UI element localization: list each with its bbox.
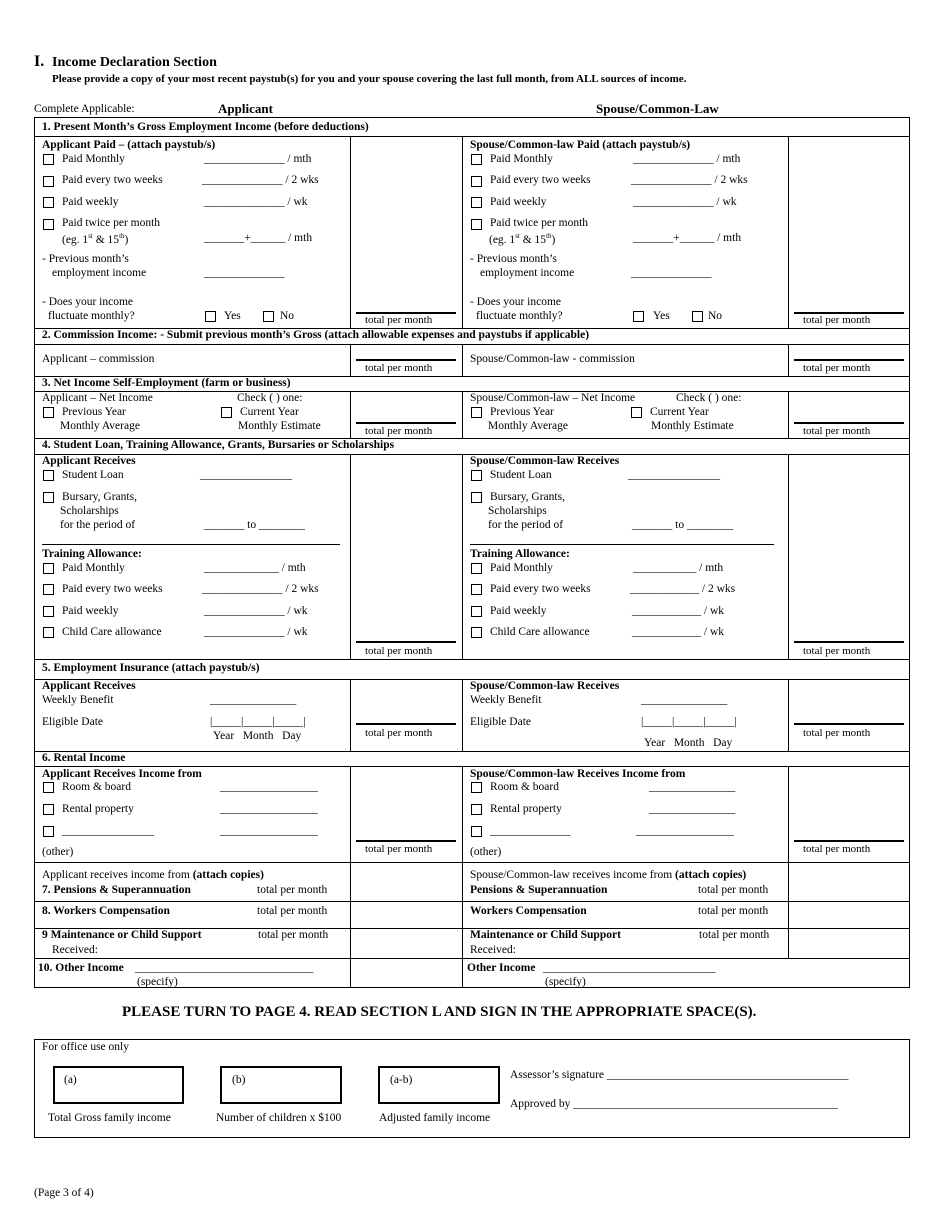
spouse-training-monthly-field[interactable]: ___________ / mth — [633, 562, 724, 574]
spouse-paid-monthly-label: Paid Monthly — [490, 153, 553, 165]
spouse-pensions-total-label: total per month — [698, 884, 769, 896]
applicant-commission-label: Applicant – commission — [42, 353, 155, 365]
spouse-paid-monthly-checkbox[interactable] — [471, 154, 482, 165]
spouse-commission-total-label: total per month — [803, 362, 871, 374]
spouse-eligible-date-label: Eligible Date — [470, 716, 531, 728]
monthly-average-label: Monthly Average — [60, 420, 140, 432]
section-5-applicant-heading: Applicant Receives — [42, 680, 136, 692]
spouse-rental-total-label: total per month — [803, 843, 871, 855]
spouse-paid-two-weeks-checkbox[interactable] — [471, 176, 482, 187]
spouse-rental-other-name-field[interactable]: ______________ — [490, 825, 571, 837]
spouse-student-total-label: total per month — [803, 645, 871, 657]
paid-monthly-field[interactable]: ______________ / mth — [204, 153, 312, 165]
other-income-label: 10. Other Income — [38, 962, 124, 974]
spouse-eligible-date-parts: Year Month Day — [644, 737, 733, 749]
spouse-workers-comp-total-label: total per month — [698, 905, 769, 917]
spouse-training-allowance-heading: Training Allowance: — [470, 548, 570, 560]
section-4-heading: 4. Student Loan, Training Allowance, Grants, Bursaries or Scholarships — [42, 439, 395, 451]
spouse-commission-label: Spouse/Common-law - commission — [470, 353, 635, 365]
previous-year-label: Previous Year — [62, 406, 126, 418]
rental-other-name-field[interactable]: ________________ — [62, 825, 154, 837]
section-3-heading: 3. Net Income Self-Employment (farm or business) — [42, 377, 291, 389]
weekly-benefit-label: Weekly Benefit — [42, 694, 114, 706]
training-monthly-checkbox[interactable] — [43, 563, 54, 574]
spouse-paid-twice-example: (eg. 1st & 15th) — [489, 232, 556, 246]
spouse-bursary-label-2: Scholarships — [488, 505, 547, 517]
section-2-heading: 2. Commission Income: - Submit previous month’s Gross (attach allowable expenses and paystubs if applicable) — [42, 329, 590, 341]
bursary-label-3: for the period of — [60, 519, 136, 531]
paid-weekly-field[interactable]: ______________ / wk — [204, 196, 308, 208]
spouse-current-year-checkbox[interactable] — [631, 407, 642, 418]
section-1-applicant-heading: Applicant Paid – (attach paystub/s) — [42, 139, 216, 151]
section-5-spouse-heading: Spouse/Common-law Receives — [470, 680, 620, 692]
spouse-rental-property-field[interactable]: _______________ — [649, 803, 736, 815]
pensions-total-label: total per month — [257, 884, 328, 896]
current-year-checkbox[interactable] — [221, 407, 232, 418]
section-6-heading: 6. Rental Income — [42, 752, 126, 764]
spouse-monthly-estimate-label: Monthly Estimate — [651, 420, 734, 432]
spouse-other-income-field[interactable]: ______________________________ — [543, 962, 716, 974]
spouse-current-year-label: Current Year — [650, 406, 709, 418]
paid-twice-field[interactable]: _______+______ / mth — [204, 232, 313, 244]
spouse-student-loan-field[interactable]: ________________ — [628, 469, 720, 481]
paid-two-weeks-checkbox[interactable] — [43, 176, 54, 187]
other-income-specify: (specify) — [137, 976, 178, 988]
spouse-fluctuate-yes-label: Yes — [653, 310, 670, 322]
section-6-spouse-heading: Spouse/Common-law Receives Income from — [470, 768, 686, 780]
complete-applicable-label: Complete Applicable: — [34, 103, 135, 115]
adjusted-income-label: Adjusted family income — [379, 1112, 491, 1124]
spouse-training-weekly-field[interactable]: ____________ / wk — [632, 605, 724, 617]
bursary-checkbox[interactable] — [43, 492, 54, 503]
paid-twice-example: (eg. 1st & 15th) — [62, 232, 129, 246]
eligible-date-field[interactable]: |_____|_____|_____| — [210, 716, 306, 728]
room-board-field[interactable]: _________________ — [220, 781, 318, 793]
training-allowance-heading: Training Allowance: — [42, 548, 142, 560]
spouse-child-care-field[interactable]: ____________ / wk — [632, 626, 724, 638]
instruction-text: Please provide a copy of your most recent paystub(s) for you and your spouse covering the last full month, from ALL sources of income. — [52, 73, 687, 85]
section-5-heading: 5. Employment Insurance (attach paystub/s) — [42, 662, 260, 674]
spouse-prev-month-field[interactable]: ______________ — [631, 267, 712, 279]
spouse-paid-two-weeks-label: Paid every two weeks — [490, 174, 591, 186]
applicant-check-one-label: Check ( ) one: — [237, 392, 303, 404]
current-year-label: Current Year — [240, 406, 299, 418]
fluctuate-no-label: No — [280, 310, 295, 322]
training-weekly-checkbox[interactable] — [43, 606, 54, 617]
spouse-pensions-label: Pensions & Superannuation — [470, 884, 608, 896]
paid-monthly-checkbox[interactable] — [43, 154, 54, 165]
spouse-rental-other-checkbox[interactable] — [471, 826, 482, 837]
bursary-label-2: Scholarships — [60, 505, 119, 517]
spouse-room-board-label: Room & board — [490, 781, 559, 793]
bursary-label: Bursary, Grants, — [62, 491, 137, 503]
eligible-date-label: Eligible Date — [42, 716, 103, 728]
student-total-label: total per month — [365, 645, 433, 657]
applicant-column-header: Applicant — [218, 101, 273, 116]
spouse-total-per-month-label: total per month — [803, 314, 871, 326]
spouse-room-board-field[interactable]: _______________ — [649, 781, 736, 793]
box-a-label: (a) — [64, 1074, 77, 1086]
training-monthly-label: Paid Monthly — [62, 562, 125, 574]
spouse-training-two-weeks-field[interactable]: ____________ / 2 wks — [630, 583, 736, 595]
spouse-paid-monthly-field[interactable]: ______________ / mth — [633, 153, 741, 165]
spouse-training-two-weeks-label: Paid every two weeks — [490, 583, 591, 595]
spouse-rental-other-field[interactable]: _________________ — [636, 825, 734, 837]
room-board-label: Room & board — [62, 781, 131, 793]
child-care-checkbox[interactable] — [43, 627, 54, 638]
spouse-training-weekly-checkbox[interactable] — [471, 606, 482, 617]
spouse-bursary-period-field[interactable]: _______ to ________ — [632, 519, 733, 531]
spouse-maintenance-label: Maintenance or Child Support — [470, 929, 621, 941]
spouse-rental-other-label: (other) — [470, 846, 502, 858]
paid-twice-checkbox[interactable] — [43, 219, 54, 230]
spouse-maintenance-received-label: Received: — [470, 944, 516, 956]
prev-month-label: - Previous month’s — [42, 253, 129, 265]
spouse-paid-weekly-field[interactable]: ______________ / wk — [633, 196, 737, 208]
spouse-eligible-date-field[interactable]: |_____|_____|_____| — [641, 716, 737, 728]
workers-comp-label: 8. Workers Compensation — [42, 905, 170, 917]
spouse-other-income-label: Other Income — [467, 962, 536, 974]
approved-by[interactable]: Approved by ______________________________________________ — [510, 1098, 838, 1110]
training-two-weeks-checkbox[interactable] — [43, 584, 54, 595]
box-b-label: (b) — [232, 1074, 246, 1086]
page-title: Income Declaration Section — [52, 55, 217, 70]
paid-twice-label: Paid twice per month — [62, 217, 161, 229]
paid-two-weeks-label: Paid every two weeks — [62, 174, 163, 186]
spouse-other-income-specify: (specify) — [545, 976, 586, 988]
box-ab-label: (a-b) — [390, 1074, 413, 1086]
workers-comp-total-label: total per month — [257, 905, 328, 917]
section-6-applicant-heading: Applicant Receives Income from — [42, 768, 202, 780]
training-two-weeks-label: Paid every two weeks — [62, 583, 163, 595]
spouse-column-header: Spouse/Common-Law — [596, 101, 719, 116]
rental-property-checkbox[interactable] — [43, 804, 54, 815]
student-loan-field[interactable]: ________________ — [200, 469, 292, 481]
training-weekly-field[interactable]: ______________ / wk — [204, 605, 308, 617]
spouse-child-care-checkbox[interactable] — [471, 627, 482, 638]
spouse-previous-year-checkbox[interactable] — [471, 407, 482, 418]
total-per-month-label: total per month — [365, 314, 433, 326]
fluctuate-no-checkbox[interactable] — [263, 311, 274, 322]
training-weekly-label: Paid weekly — [62, 605, 119, 617]
spouse-paid-two-weeks-field[interactable]: ______________ / 2 wks — [631, 174, 748, 186]
section-4-spouse-heading: Spouse/Common-law Receives — [470, 455, 620, 467]
training-monthly-field[interactable]: _____________ / mth — [204, 562, 306, 574]
spouse-paid-weekly-label: Paid weekly — [490, 196, 547, 208]
spouse-fluctuate-no-label: No — [708, 310, 723, 322]
spouse-paid-twice-checkbox[interactable] — [471, 219, 482, 230]
maintenance-received-label: Received: — [52, 944, 98, 956]
spouse-prev-month-label-2: employment income — [480, 267, 575, 279]
spouse-net-income-label: Spouse/Common-law – Net Income — [470, 392, 636, 404]
net-income-total-label: total per month — [365, 425, 433, 437]
spouse-rental-property-checkbox[interactable] — [471, 804, 482, 815]
maintenance-total-label: total per month — [258, 929, 329, 941]
room-board-checkbox[interactable] — [43, 782, 54, 793]
pensions-label: 7. Pensions & Superannuation — [42, 884, 191, 896]
spouse-fluctuate-label: - Does your income — [470, 296, 562, 308]
spouse-student-loan-checkbox[interactable] — [471, 470, 482, 481]
spouse-student-loan-label: Student Loan — [490, 469, 552, 481]
rental-property-field[interactable]: _________________ — [220, 803, 318, 815]
child-care-label: Child Care allowance — [62, 626, 162, 638]
applicant-attach-copies-label: Applicant receives income from (attach copies) — [42, 869, 264, 881]
office-use-title: For office use only — [42, 1041, 129, 1053]
paid-two-weeks-field[interactable]: ______________ / 2 wks — [202, 174, 319, 186]
spouse-paid-twice-field[interactable]: _______+______ / mth — [633, 232, 742, 244]
spouse-rental-property-label: Rental property — [490, 803, 562, 815]
spouse-paid-twice-label: Paid twice per month — [490, 217, 589, 229]
spouse-child-care-label: Child Care allowance — [490, 626, 590, 638]
page-number: (Page 3 of 4) — [34, 1187, 94, 1199]
fluctuate-yes-checkbox[interactable] — [205, 311, 216, 322]
spouse-attach-copies-label: Spouse/Common-law receives income from (attach copies) — [470, 869, 747, 881]
spouse-workers-comp-label: Workers Compensation — [470, 905, 587, 917]
children-label: Number of children x $100 — [216, 1112, 342, 1124]
spouse-fluctuate-label-2: fluctuate monthly? — [476, 310, 563, 322]
prev-month-label-2: employment income — [52, 267, 147, 279]
spouse-weekly-benefit-field[interactable]: _______________ — [641, 694, 728, 706]
spouse-prev-month-label: - Previous month’s — [470, 253, 557, 265]
applicant-net-income-label: Applicant – Net Income — [42, 392, 153, 404]
child-care-field[interactable]: ______________ / wk — [204, 626, 308, 638]
fluctuate-label: - Does your income — [42, 296, 134, 308]
spouse-fluctuate-yes-checkbox[interactable] — [633, 311, 644, 322]
assessor-signature[interactable]: Assessor’s signature __________________________________________ — [510, 1069, 849, 1081]
ei-total-label: total per month — [365, 727, 433, 739]
section-4-applicant-heading: Applicant Receives — [42, 455, 136, 467]
spouse-room-board-checkbox[interactable] — [471, 782, 482, 793]
spouse-monthly-average-label: Monthly Average — [488, 420, 568, 432]
rental-property-label: Rental property — [62, 803, 134, 815]
spouse-bursary-checkbox[interactable] — [471, 492, 482, 503]
spouse-previous-year-label: Previous Year — [490, 406, 554, 418]
other-income-field[interactable]: _______________________________ — [135, 962, 314, 974]
section-roman: I. — [34, 53, 45, 70]
weekly-benefit-field[interactable]: _______________ — [210, 694, 297, 706]
paid-weekly-checkbox[interactable] — [43, 197, 54, 208]
spouse-fluctuate-no-checkbox[interactable] — [692, 311, 703, 322]
spouse-training-two-weeks-checkbox[interactable] — [471, 584, 482, 595]
commission-total-label: total per month — [365, 362, 433, 374]
spouse-maintenance-total-label: total per month — [699, 929, 770, 941]
spouse-bursary-label: Bursary, Grants, — [490, 491, 565, 503]
fluctuate-label-2: fluctuate monthly? — [48, 310, 135, 322]
rental-other-field[interactable]: _________________ — [220, 825, 318, 837]
previous-year-checkbox[interactable] — [43, 407, 54, 418]
rental-other-checkbox[interactable] — [43, 826, 54, 837]
paid-monthly-label: Paid Monthly — [62, 153, 125, 165]
spouse-training-monthly-checkbox[interactable] — [471, 563, 482, 574]
spouse-check-one-label: Check ( ) one: — [676, 392, 742, 404]
paid-weekly-label: Paid weekly — [62, 196, 119, 208]
spouse-weekly-benefit-label: Weekly Benefit — [470, 694, 542, 706]
spouse-bursary-label-3: for the period of — [488, 519, 564, 531]
student-loan-label: Student Loan — [62, 469, 124, 481]
section-1-spouse-heading: Spouse/Common-law Paid (attach paystub/s) — [470, 139, 691, 151]
spouse-ei-total-label: total per month — [803, 727, 871, 739]
total-gross-label: Total Gross family income — [48, 1112, 171, 1124]
bursary-period-field[interactable]: _______ to ________ — [204, 519, 305, 531]
rental-other-label: (other) — [42, 846, 74, 858]
turn-page-notice: PLEASE TURN TO PAGE 4. READ SECTION L AND SIGN IN THE APPROPRIATE SPACE(S). — [122, 1004, 757, 1020]
fluctuate-yes-label: Yes — [224, 310, 241, 322]
training-two-weeks-field[interactable]: ______________ / 2 wks — [202, 583, 319, 595]
spouse-net-income-total-label: total per month — [803, 425, 871, 437]
maintenance-label: 9 Maintenance or Child Support — [42, 929, 202, 941]
rental-total-label: total per month — [365, 843, 433, 855]
spouse-training-monthly-label: Paid Monthly — [490, 562, 553, 574]
section-1-heading: 1. Present Month’s Gross Employment Income (before deductions) — [42, 121, 369, 133]
spouse-training-weekly-label: Paid weekly — [490, 605, 547, 617]
monthly-estimate-label: Monthly Estimate — [238, 420, 321, 432]
prev-month-field[interactable]: ______________ — [204, 267, 285, 279]
eligible-date-parts: Year Month Day — [213, 730, 302, 742]
spouse-paid-weekly-checkbox[interactable] — [471, 197, 482, 208]
student-loan-checkbox[interactable] — [43, 470, 54, 481]
